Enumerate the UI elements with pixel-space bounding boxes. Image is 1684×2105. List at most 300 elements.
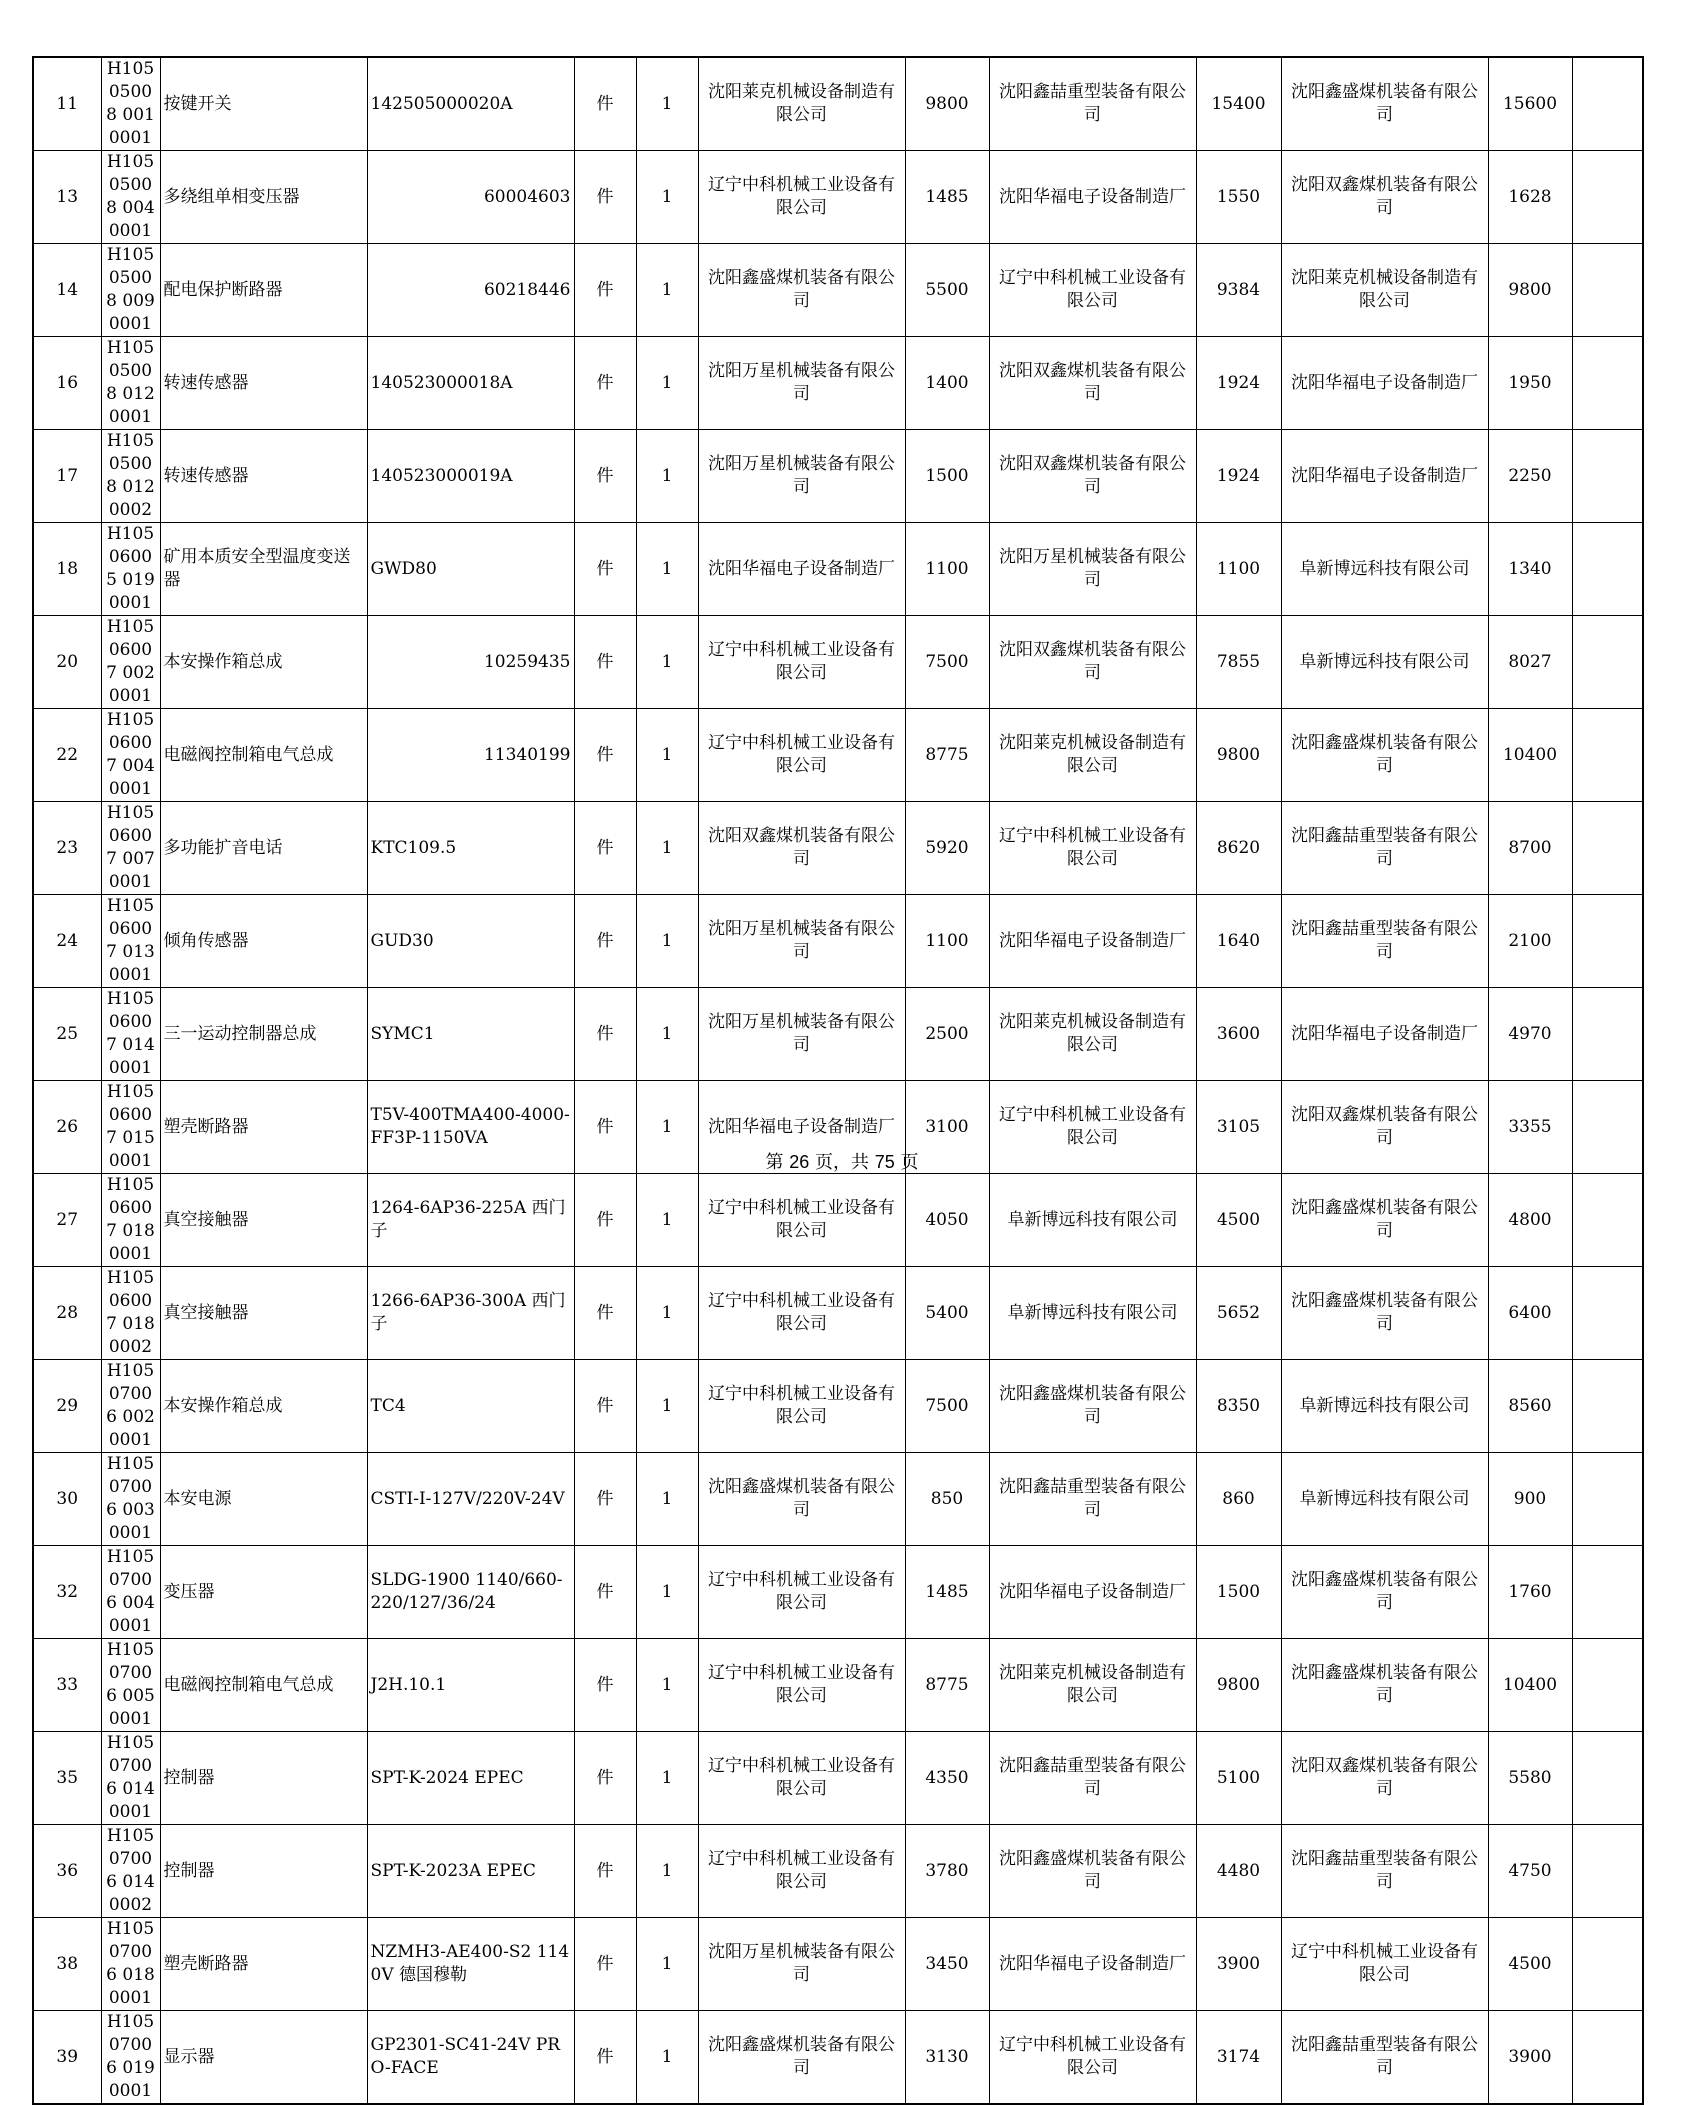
row-number-cell: 38 [33, 1918, 101, 2011]
supplier-1-cell: 辽宁中科机械工业设备有限公司 [698, 151, 905, 244]
row-number-cell: 13 [33, 151, 101, 244]
price-2-cell: 8350 [1196, 1360, 1281, 1453]
quantity-cell: 1 [636, 244, 698, 337]
supplier-3-cell: 沈阳鑫盛煤机装备有限公司 [1281, 1174, 1488, 1267]
item-name-cell: 显示器 [160, 2011, 367, 2105]
price-1-cell: 1485 [905, 151, 989, 244]
remark-cell [1572, 1360, 1643, 1453]
supplier-2-cell: 辽宁中科机械工业设备有限公司 [989, 2011, 1196, 2105]
supplier-2-cell: 沈阳莱克机械设备制造有限公司 [989, 988, 1196, 1081]
supplier-3-cell: 沈阳双鑫煤机装备有限公司 [1281, 151, 1488, 244]
material-code-cell: H10507006 0180001 [101, 1918, 160, 2011]
price-2-cell: 1100 [1196, 523, 1281, 616]
supplier-3-cell: 沈阳鑫喆重型装备有限公司 [1281, 2011, 1488, 2105]
remark-cell [1572, 430, 1643, 523]
row-number-cell: 28 [33, 1267, 101, 1360]
unit-cell: 件 [574, 57, 636, 151]
remark-cell [1572, 244, 1643, 337]
row-number-cell: 23 [33, 802, 101, 895]
table-row [33, 2011, 1643, 2105]
price-comparison-table [32, 56, 1644, 2105]
supplier-3-cell: 阜新博远科技有限公司 [1281, 616, 1488, 709]
supplier-2-cell: 沈阳万星机械装备有限公司 [989, 523, 1196, 616]
item-name-cell: 控制器 [160, 1825, 367, 1918]
price-2-cell: 8620 [1196, 802, 1281, 895]
remark-cell [1572, 57, 1643, 151]
price-1-cell: 4050 [905, 1174, 989, 1267]
supplier-1-cell: 沈阳鑫盛煤机装备有限公司 [698, 244, 905, 337]
price-1-cell: 2500 [905, 988, 989, 1081]
supplier-1-cell: 辽宁中科机械工业设备有限公司 [698, 1546, 905, 1639]
supplier-1-cell: 沈阳万星机械装备有限公司 [698, 988, 905, 1081]
quantity-cell: 1 [636, 151, 698, 244]
quantity-cell: 1 [636, 895, 698, 988]
item-name-cell: 真空接触器 [160, 1174, 367, 1267]
price-1-cell: 1100 [905, 895, 989, 988]
row-number-cell: 16 [33, 337, 101, 430]
price-2-cell: 3600 [1196, 988, 1281, 1081]
price-3-cell: 4500 [1488, 1918, 1572, 2011]
quantity-cell: 1 [636, 1639, 698, 1732]
supplier-2-cell: 沈阳双鑫煤机装备有限公司 [989, 430, 1196, 523]
price-3-cell: 2250 [1488, 430, 1572, 523]
material-code-cell: H10506007 0020001 [101, 616, 160, 709]
supplier-2-cell: 阜新博远科技有限公司 [989, 1174, 1196, 1267]
unit-cell: 件 [574, 616, 636, 709]
supplier-1-cell: 沈阳鑫盛煤机装备有限公司 [698, 1453, 905, 1546]
table-row [33, 802, 1643, 895]
item-name-cell: 多功能扩音电话 [160, 802, 367, 895]
current-page-number: 26 [789, 1152, 810, 1172]
price-3-cell: 8560 [1488, 1360, 1572, 1453]
price-1-cell: 8775 [905, 709, 989, 802]
remark-cell [1572, 337, 1643, 430]
remark-cell [1572, 1174, 1643, 1267]
supplier-1-cell: 辽宁中科机械工业设备有限公司 [698, 1174, 905, 1267]
price-3-cell: 8700 [1488, 802, 1572, 895]
unit-cell: 件 [574, 337, 636, 430]
supplier-2-cell: 辽宁中科机械工业设备有限公司 [989, 1081, 1196, 1174]
unit-cell: 件 [574, 1546, 636, 1639]
supplier-1-cell: 沈阳华福电子设备制造厂 [698, 1081, 905, 1174]
item-spec-cell: 11340199 [367, 709, 574, 802]
remark-cell [1572, 1453, 1643, 1546]
supplier-1-cell: 沈阳万星机械装备有限公司 [698, 337, 905, 430]
row-number-cell: 11 [33, 57, 101, 151]
supplier-2-cell: 沈阳华福电子设备制造厂 [989, 151, 1196, 244]
item-spec-cell: 60218446 [367, 244, 574, 337]
supplier-3-cell: 沈阳双鑫煤机装备有限公司 [1281, 1732, 1488, 1825]
remark-cell [1572, 802, 1643, 895]
quantity-cell: 1 [636, 988, 698, 1081]
supplier-2-cell: 沈阳鑫盛煤机装备有限公司 [989, 1360, 1196, 1453]
remark-cell [1572, 151, 1643, 244]
unit-cell: 件 [574, 895, 636, 988]
price-1-cell: 1100 [905, 523, 989, 616]
item-name-cell: 电磁阀控制箱电气总成 [160, 709, 367, 802]
price-3-cell: 6400 [1488, 1267, 1572, 1360]
row-number-cell: 27 [33, 1174, 101, 1267]
unit-cell: 件 [574, 151, 636, 244]
price-1-cell: 5400 [905, 1267, 989, 1360]
remark-cell [1572, 709, 1643, 802]
price-2-cell: 1550 [1196, 151, 1281, 244]
material-code-cell: H10505008 0040001 [101, 151, 160, 244]
price-3-cell: 3900 [1488, 2011, 1572, 2105]
unit-cell: 件 [574, 1453, 636, 1546]
price-2-cell: 1924 [1196, 337, 1281, 430]
remark-cell [1572, 616, 1643, 709]
item-name-cell: 配电保护断路器 [160, 244, 367, 337]
price-3-cell: 15600 [1488, 57, 1572, 151]
price-2-cell: 3900 [1196, 1918, 1281, 2011]
price-3-cell: 2100 [1488, 895, 1572, 988]
supplier-3-cell: 沈阳华福电子设备制造厂 [1281, 337, 1488, 430]
table-row [33, 57, 1643, 151]
item-spec-cell: GP2301-SC41-24V PRO-FACE [367, 2011, 574, 2105]
table-row [33, 709, 1643, 802]
price-2-cell: 4500 [1196, 1174, 1281, 1267]
remark-cell [1572, 988, 1643, 1081]
supplier-2-cell: 沈阳莱克机械设备制造有限公司 [989, 1639, 1196, 1732]
quantity-cell: 1 [636, 1360, 698, 1453]
price-3-cell: 1950 [1488, 337, 1572, 430]
supplier-3-cell: 阜新博远科技有限公司 [1281, 523, 1488, 616]
material-code-cell: H10506005 0190001 [101, 523, 160, 616]
remark-cell [1572, 523, 1643, 616]
price-2-cell: 3174 [1196, 2011, 1281, 2105]
price-3-cell: 4800 [1488, 1174, 1572, 1267]
material-code-cell: H10506007 0180002 [101, 1267, 160, 1360]
quantity-cell: 1 [636, 802, 698, 895]
material-code-cell: H10505008 0120002 [101, 430, 160, 523]
unit-cell: 件 [574, 709, 636, 802]
item-spec-cell: NZMH3-AE400-S2 1140V 德国穆勒 [367, 1918, 574, 2011]
price-3-cell: 3355 [1488, 1081, 1572, 1174]
remark-cell [1572, 1639, 1643, 1732]
table-row [33, 151, 1643, 244]
quantity-cell: 1 [636, 1546, 698, 1639]
price-1-cell: 850 [905, 1453, 989, 1546]
price-1-cell: 5920 [905, 802, 989, 895]
page-footer [0, 1148, 1684, 1174]
price-1-cell: 5500 [905, 244, 989, 337]
price-3-cell: 4970 [1488, 988, 1572, 1081]
material-code-cell: H10505008 0120001 [101, 337, 160, 430]
row-number-cell: 24 [33, 895, 101, 988]
item-spec-cell: KTC109.5 [367, 802, 574, 895]
supplier-2-cell: 沈阳鑫喆重型装备有限公司 [989, 1453, 1196, 1546]
supplier-1-cell: 辽宁中科机械工业设备有限公司 [698, 1639, 905, 1732]
supplier-3-cell: 沈阳鑫盛煤机装备有限公司 [1281, 57, 1488, 151]
quantity-cell: 1 [636, 1825, 698, 1918]
supplier-3-cell: 沈阳华福电子设备制造厂 [1281, 988, 1488, 1081]
material-code-cell: H10507006 0020001 [101, 1360, 160, 1453]
price-1-cell: 8775 [905, 1639, 989, 1732]
unit-cell: 件 [574, 1918, 636, 2011]
item-name-cell: 电磁阀控制箱电气总成 [160, 1639, 367, 1732]
price-2-cell: 9384 [1196, 244, 1281, 337]
item-spec-cell: GWD80 [367, 523, 574, 616]
price-2-cell: 9800 [1196, 709, 1281, 802]
material-code-cell: H10506007 0180001 [101, 1174, 160, 1267]
material-code-cell: H10505008 0010001 [101, 57, 160, 151]
row-number-cell: 17 [33, 430, 101, 523]
quantity-cell: 1 [636, 1732, 698, 1825]
price-2-cell: 860 [1196, 1453, 1281, 1546]
footer-prefix: 第 [765, 1152, 790, 1173]
material-code-cell: H10507006 0050001 [101, 1639, 160, 1732]
supplier-2-cell: 沈阳华福电子设备制造厂 [989, 895, 1196, 988]
price-2-cell: 4480 [1196, 1825, 1281, 1918]
price-1-cell: 1500 [905, 430, 989, 523]
supplier-1-cell: 沈阳万星机械装备有限公司 [698, 430, 905, 523]
supplier-1-cell: 沈阳双鑫煤机装备有限公司 [698, 802, 905, 895]
supplier-1-cell: 沈阳莱克机械设备制造有限公司 [698, 57, 905, 151]
quantity-cell: 1 [636, 1081, 698, 1174]
item-name-cell: 本安操作箱总成 [160, 1360, 367, 1453]
item-name-cell: 矿用本质安全型温度变送器 [160, 523, 367, 616]
material-code-cell: H10506007 0140001 [101, 988, 160, 1081]
price-3-cell: 9800 [1488, 244, 1572, 337]
row-number-cell: 26 [33, 1081, 101, 1174]
table-row [33, 523, 1643, 616]
item-name-cell: 变压器 [160, 1546, 367, 1639]
table-row [33, 244, 1643, 337]
price-3-cell: 900 [1488, 1453, 1572, 1546]
item-name-cell: 按键开关 [160, 57, 367, 151]
item-spec-cell: TC4 [367, 1360, 574, 1453]
table-row [33, 1174, 1643, 1267]
item-name-cell: 控制器 [160, 1732, 367, 1825]
supplier-2-cell: 辽宁中科机械工业设备有限公司 [989, 244, 1196, 337]
unit-cell: 件 [574, 1732, 636, 1825]
supplier-2-cell: 沈阳双鑫煤机装备有限公司 [989, 616, 1196, 709]
remark-cell [1572, 1918, 1643, 2011]
quantity-cell: 1 [636, 523, 698, 616]
price-2-cell: 7855 [1196, 616, 1281, 709]
price-2-cell: 15400 [1196, 57, 1281, 151]
table-row [33, 1546, 1643, 1639]
unit-cell: 件 [574, 1174, 636, 1267]
footer-suffix: 页 [894, 1152, 919, 1173]
material-code-cell: H10507006 0030001 [101, 1453, 160, 1546]
supplier-1-cell: 辽宁中科机械工业设备有限公司 [698, 709, 905, 802]
supplier-3-cell: 沈阳华福电子设备制造厂 [1281, 430, 1488, 523]
material-code-cell: H10506007 0040001 [101, 709, 160, 802]
row-number-cell: 36 [33, 1825, 101, 1918]
item-spec-cell: SPT-K-2023A EPEC [367, 1825, 574, 1918]
price-1-cell: 3450 [905, 1918, 989, 2011]
item-name-cell: 倾角传感器 [160, 895, 367, 988]
item-name-cell: 真空接触器 [160, 1267, 367, 1360]
item-spec-cell: 1264-6AP36-225A 西门子 [367, 1174, 574, 1267]
item-name-cell: 塑壳断路器 [160, 1918, 367, 2011]
supplier-1-cell: 沈阳万星机械装备有限公司 [698, 895, 905, 988]
unit-cell: 件 [574, 2011, 636, 2105]
remark-cell [1572, 2011, 1643, 2105]
row-number-cell: 30 [33, 1453, 101, 1546]
supplier-3-cell: 沈阳鑫盛煤机装备有限公司 [1281, 1639, 1488, 1732]
price-2-cell: 3105 [1196, 1081, 1281, 1174]
item-spec-cell: SYMC1 [367, 988, 574, 1081]
table-row [33, 988, 1643, 1081]
table-row [33, 1918, 1643, 2011]
table-row [33, 1453, 1643, 1546]
supplier-2-cell: 沈阳莱克机械设备制造有限公司 [989, 709, 1196, 802]
unit-cell: 件 [574, 523, 636, 616]
item-name-cell: 本安电源 [160, 1453, 367, 1546]
item-spec-cell: 10259435 [367, 616, 574, 709]
remark-cell [1572, 1546, 1643, 1639]
quantity-cell: 1 [636, 616, 698, 709]
supplier-3-cell: 沈阳鑫喆重型装备有限公司 [1281, 802, 1488, 895]
row-number-cell: 20 [33, 616, 101, 709]
row-number-cell: 18 [33, 523, 101, 616]
supplier-3-cell: 沈阳鑫盛煤机装备有限公司 [1281, 709, 1488, 802]
price-1-cell: 7500 [905, 616, 989, 709]
supplier-3-cell: 沈阳鑫盛煤机装备有限公司 [1281, 1267, 1488, 1360]
quantity-cell: 1 [636, 430, 698, 523]
table-row [33, 616, 1643, 709]
remark-cell [1572, 1267, 1643, 1360]
remark-cell [1572, 895, 1643, 988]
material-code-cell: H10507006 0140002 [101, 1825, 160, 1918]
supplier-1-cell: 沈阳万星机械装备有限公司 [698, 1918, 905, 2011]
unit-cell: 件 [574, 988, 636, 1081]
row-number-cell: 32 [33, 1546, 101, 1639]
price-1-cell: 1400 [905, 337, 989, 430]
quantity-cell: 1 [636, 2011, 698, 2105]
unit-cell: 件 [574, 430, 636, 523]
supplier-3-cell: 沈阳鑫喆重型装备有限公司 [1281, 895, 1488, 988]
supplier-3-cell: 阜新博远科技有限公司 [1281, 1360, 1488, 1453]
price-3-cell: 4750 [1488, 1825, 1572, 1918]
row-number-cell: 22 [33, 709, 101, 802]
table-row [33, 1639, 1643, 1732]
supplier-3-cell: 沈阳双鑫煤机装备有限公司 [1281, 1081, 1488, 1174]
row-number-cell: 35 [33, 1732, 101, 1825]
supplier-3-cell: 沈阳莱克机械设备制造有限公司 [1281, 244, 1488, 337]
price-1-cell: 1485 [905, 1546, 989, 1639]
price-1-cell: 3100 [905, 1081, 989, 1174]
total-page-number: 75 [874, 1152, 895, 1172]
quantity-cell: 1 [636, 709, 698, 802]
item-spec-cell: GUD30 [367, 895, 574, 988]
row-number-cell: 14 [33, 244, 101, 337]
item-name-cell: 本安操作箱总成 [160, 616, 367, 709]
supplier-3-cell: 辽宁中科机械工业设备有限公司 [1281, 1918, 1488, 2011]
table-row [33, 430, 1643, 523]
material-code-cell: H10507006 0140001 [101, 1732, 160, 1825]
item-spec-cell: CSTI-I-127V/220V-24V [367, 1453, 574, 1546]
price-1-cell: 3780 [905, 1825, 989, 1918]
quantity-cell: 1 [636, 57, 698, 151]
unit-cell: 件 [574, 1267, 636, 1360]
quantity-cell: 1 [636, 337, 698, 430]
material-code-cell: H10506007 0150001 [101, 1081, 160, 1174]
material-code-cell: H10506007 0070001 [101, 802, 160, 895]
supplier-1-cell: 沈阳鑫盛煤机装备有限公司 [698, 2011, 905, 2105]
item-spec-cell: SPT-K-2024 EPEC [367, 1732, 574, 1825]
row-number-cell: 25 [33, 988, 101, 1081]
unit-cell: 件 [574, 1825, 636, 1918]
table-row [33, 1360, 1643, 1453]
table-row [33, 337, 1643, 430]
price-2-cell: 1500 [1196, 1546, 1281, 1639]
quantity-cell: 1 [636, 1174, 698, 1267]
quantity-cell: 1 [636, 1918, 698, 2011]
item-spec-cell: 1266-6AP36-300A 西门子 [367, 1267, 574, 1360]
supplier-2-cell: 阜新博远科技有限公司 [989, 1267, 1196, 1360]
item-spec-cell: T5V-400TMA400-4000-FF3P-1150VA [367, 1081, 574, 1174]
material-code-cell: H10507006 0190001 [101, 2011, 160, 2105]
supplier-1-cell: 辽宁中科机械工业设备有限公司 [698, 616, 905, 709]
supplier-1-cell: 辽宁中科机械工业设备有限公司 [698, 1360, 905, 1453]
row-number-cell: 33 [33, 1639, 101, 1732]
supplier-1-cell: 辽宁中科机械工业设备有限公司 [698, 1825, 905, 1918]
item-name-cell: 多绕组单相变压器 [160, 151, 367, 244]
supplier-2-cell: 沈阳鑫盛煤机装备有限公司 [989, 1825, 1196, 1918]
item-name-cell: 转速传感器 [160, 430, 367, 523]
remark-cell [1572, 1825, 1643, 1918]
supplier-2-cell: 沈阳华福电子设备制造厂 [989, 1546, 1196, 1639]
supplier-2-cell: 辽宁中科机械工业设备有限公司 [989, 802, 1196, 895]
item-spec-cell: 60004603 [367, 151, 574, 244]
price-3-cell: 8027 [1488, 616, 1572, 709]
supplier-3-cell: 沈阳鑫喆重型装备有限公司 [1281, 1825, 1488, 1918]
item-name-cell: 塑壳断路器 [160, 1081, 367, 1174]
item-name-cell: 转速传感器 [160, 337, 367, 430]
price-3-cell: 1760 [1488, 1546, 1572, 1639]
price-2-cell: 1640 [1196, 895, 1281, 988]
price-1-cell: 7500 [905, 1360, 989, 1453]
table-body [33, 57, 1643, 2104]
material-code-cell: H10505008 0090001 [101, 244, 160, 337]
remark-cell [1572, 1732, 1643, 1825]
supplier-2-cell: 沈阳鑫喆重型装备有限公司 [989, 1732, 1196, 1825]
item-name-cell: 三一运动控制器总成 [160, 988, 367, 1081]
table-row [33, 895, 1643, 988]
item-spec-cell: SLDG-1900 1140/660-220/127/36/24 [367, 1546, 574, 1639]
price-2-cell: 5100 [1196, 1732, 1281, 1825]
supplier-2-cell: 沈阳鑫喆重型装备有限公司 [989, 57, 1196, 151]
price-1-cell: 9800 [905, 57, 989, 151]
price-3-cell: 10400 [1488, 709, 1572, 802]
supplier-1-cell: 辽宁中科机械工业设备有限公司 [698, 1267, 905, 1360]
item-spec-cell: 140523000018A [367, 337, 574, 430]
table-row [33, 1732, 1643, 1825]
unit-cell: 件 [574, 1639, 636, 1732]
unit-cell: 件 [574, 244, 636, 337]
unit-cell: 件 [574, 802, 636, 895]
material-code-cell: H10507006 0040001 [101, 1546, 160, 1639]
quantity-cell: 1 [636, 1453, 698, 1546]
row-number-cell: 29 [33, 1360, 101, 1453]
supplier-1-cell: 沈阳华福电子设备制造厂 [698, 523, 905, 616]
price-2-cell: 1924 [1196, 430, 1281, 523]
supplier-3-cell: 沈阳鑫盛煤机装备有限公司 [1281, 1546, 1488, 1639]
footer-middle: 页，共 [809, 1152, 875, 1173]
table-row [33, 1825, 1643, 1918]
price-3-cell: 1340 [1488, 523, 1572, 616]
material-code-cell: H10506007 0130001 [101, 895, 160, 988]
unit-cell: 件 [574, 1360, 636, 1453]
price-3-cell: 1628 [1488, 151, 1572, 244]
price-3-cell: 10400 [1488, 1639, 1572, 1732]
item-spec-cell: 140523000019A [367, 430, 574, 523]
price-2-cell: 9800 [1196, 1639, 1281, 1732]
